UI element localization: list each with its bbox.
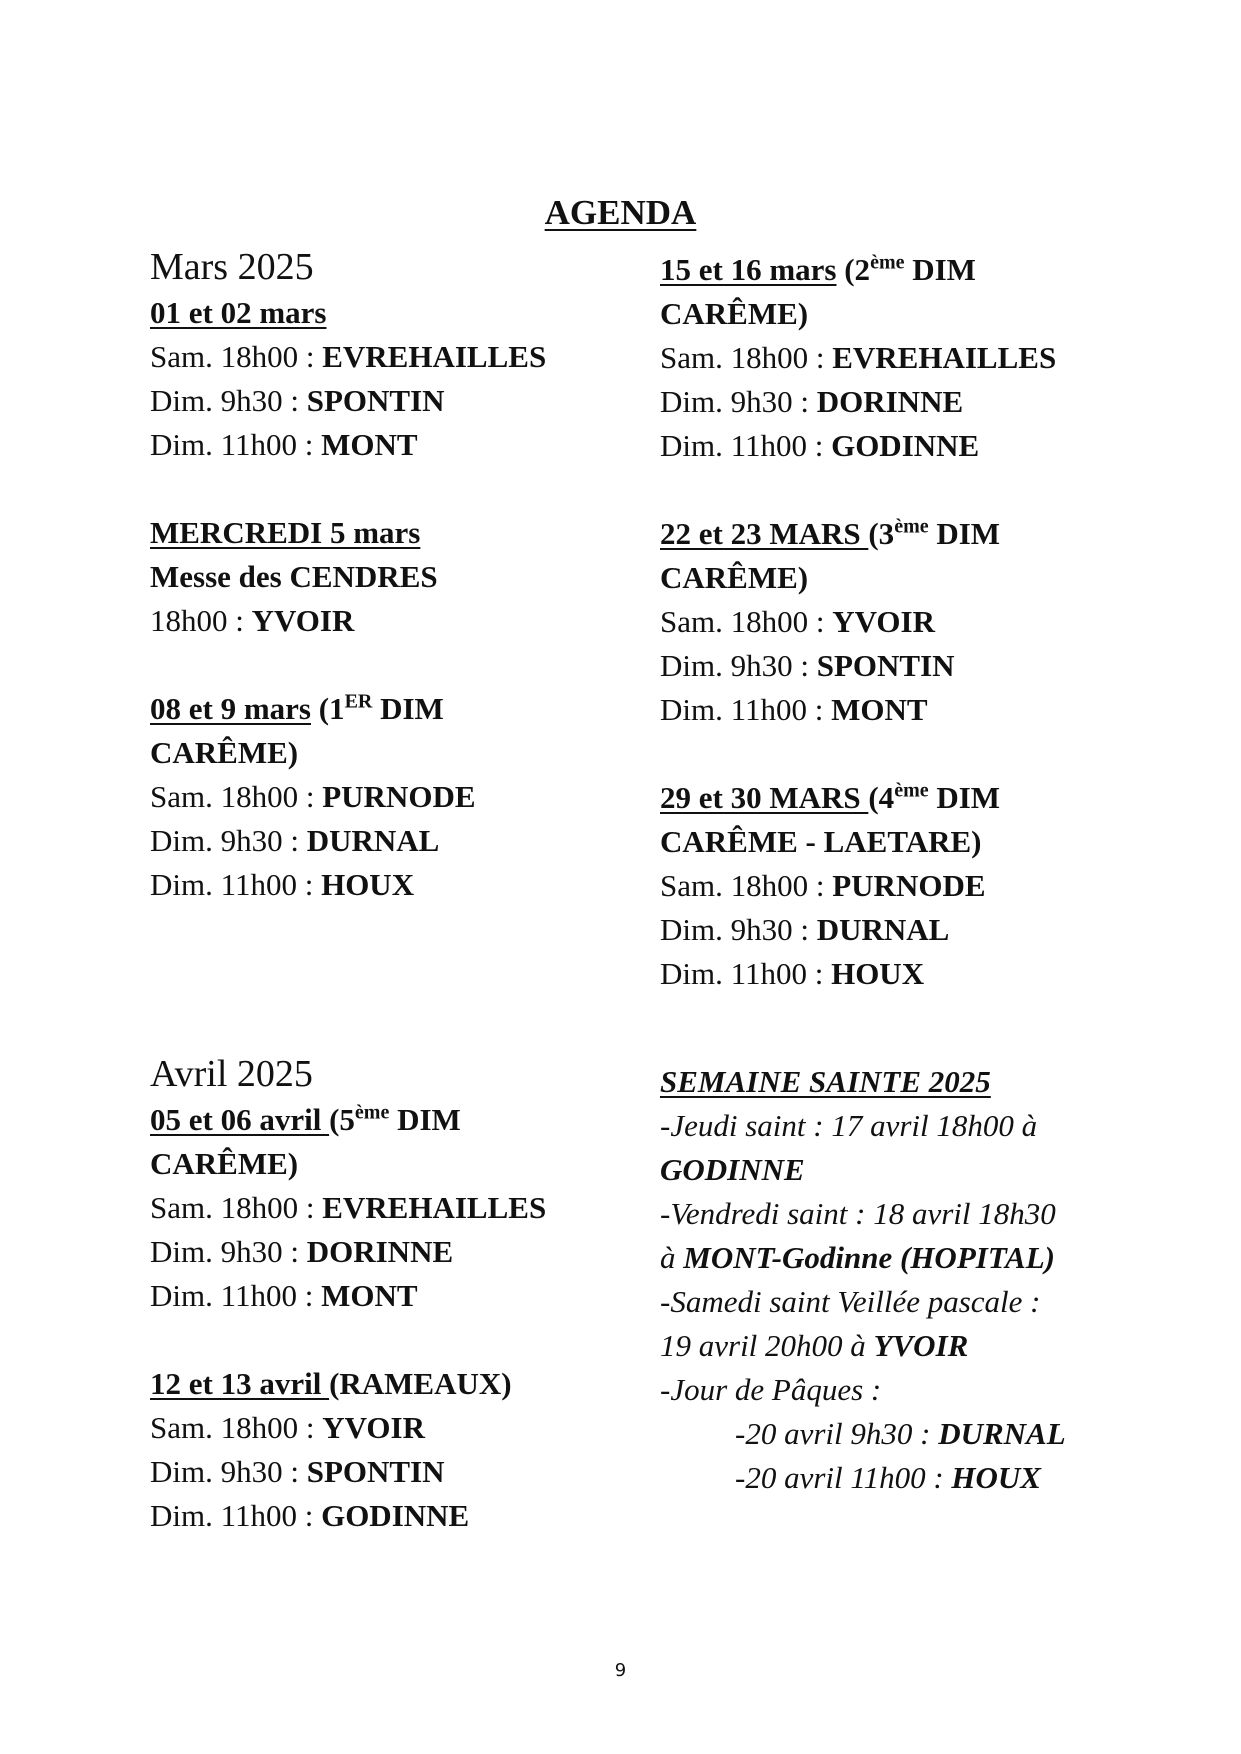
mars-right-column <box>660 248 1120 996</box>
schedule-place: PURNODE <box>322 779 476 814</box>
schedule-place: DURNAL <box>816 912 950 947</box>
schedule-place: SPONTIN <box>306 1454 445 1489</box>
semaine-line: -Jour de Pâques : <box>660 1372 882 1407</box>
schedule-time: Dim. 9h30 : <box>660 384 817 419</box>
schedule-place: MONT <box>321 1278 418 1313</box>
block-heading-line2: CARÊME) <box>660 560 809 595</box>
schedule-line <box>150 335 620 379</box>
schedule-place: GODINNE <box>831 428 980 463</box>
schedule-place: HOUX <box>321 867 415 902</box>
block-date: MERCREDI 5 mars <box>150 515 421 550</box>
schedule-block-22-23-mars <box>660 512 1120 732</box>
schedule-line <box>150 1230 620 1274</box>
schedule-line <box>150 1494 620 1538</box>
block-date: 08 et 9 mars <box>150 691 311 726</box>
schedule-line <box>660 380 1120 424</box>
block-date: 15 et 16 mars <box>660 252 837 287</box>
schedule-place: MONT <box>321 427 418 462</box>
block-heading: 29 et 30 MARS (4ème DIM <box>660 779 1001 815</box>
schedule-time: Dim. 11h00 : <box>150 427 322 462</box>
schedule-line <box>150 1406 620 1450</box>
schedule-time: Dim. 11h00 : <box>150 1498 322 1533</box>
schedule-time: Dim. 11h00 : <box>660 956 832 991</box>
semaine-line: GODINNE <box>660 1152 805 1187</box>
block-heading: 22 et 23 MARS (3ème DIM <box>660 515 1001 551</box>
semaine-line: à MONT-Godinne (HOPITAL) <box>660 1240 1055 1275</box>
schedule-time: Sam. 18h00 : <box>660 340 833 375</box>
schedule-line <box>660 864 1120 908</box>
semaine-sainte-title: SEMAINE SAINTE 2025 <box>660 1064 991 1099</box>
mars-left-column <box>150 243 620 907</box>
schedule-place: SPONTIN <box>816 648 955 683</box>
semaine-line: 19 avril 20h00 à YVOIR <box>660 1328 969 1363</box>
schedule-time: Dim. 9h30 : <box>660 648 817 683</box>
semaine-line: -20 avril 11h00 : HOUX <box>735 1460 1041 1495</box>
block-date: 01 et 02 mars <box>150 295 327 330</box>
avril-left-column <box>150 1050 620 1538</box>
schedule-line <box>150 1186 620 1230</box>
block-heading-line2: CARÊME - LAETARE) <box>660 824 982 859</box>
schedule-time: Dim. 11h00 : <box>150 867 322 902</box>
schedule-line <box>150 1450 620 1494</box>
schedule-block-12-13-avril <box>150 1362 620 1538</box>
schedule-time: Dim. 11h00 : <box>660 692 832 727</box>
block-date: 29 et 30 MARS <box>660 780 869 815</box>
schedule-block-05-06-avril <box>150 1098 620 1318</box>
schedule-line <box>150 819 620 863</box>
schedule-time: Sam. 18h00 : <box>150 339 323 374</box>
schedule-place: DURNAL <box>306 823 440 858</box>
schedule-line <box>660 336 1120 380</box>
schedule-place: SPONTIN <box>306 383 445 418</box>
block-heading: 12 et 13 avril (RAMEAUX) <box>150 1366 512 1401</box>
block-heading: 05 et 06 avril (5ème DIM <box>150 1101 461 1137</box>
schedule-place: YVOIR <box>322 1410 425 1445</box>
schedule-time: Dim. 11h00 : <box>150 1278 322 1313</box>
schedule-time: Sam. 18h00 : <box>660 868 833 903</box>
schedule-time: 18h00 : <box>150 603 252 638</box>
schedule-place: DORINNE <box>306 1234 454 1269</box>
semaine-line: -20 avril 9h30 : DURNAL <box>735 1416 1066 1451</box>
block-subtitle: Messe des CENDRES <box>150 559 438 594</box>
block-date: 22 et 23 MARS <box>660 516 869 551</box>
semaine-line: -Jeudi saint : 17 avril 18h00 à <box>660 1108 1038 1143</box>
schedule-line <box>660 908 1120 952</box>
schedule-place: EVREHAILLES <box>832 340 1057 375</box>
semaine-line: -Samedi saint Veillée pascale : <box>660 1284 1041 1319</box>
schedule-time: Dim. 9h30 : <box>150 383 307 418</box>
schedule-block-29-30-mars <box>660 776 1120 996</box>
schedule-place: GODINNE <box>321 1498 470 1533</box>
block-heading: 08 et 9 mars (1ER DIM <box>150 690 444 726</box>
schedule-time: Sam. 18h00 : <box>150 1190 323 1225</box>
schedule-place: YVOIR <box>832 604 935 639</box>
schedule-place: EVREHAILLES <box>322 339 547 374</box>
schedule-time: Dim. 11h00 : <box>660 428 832 463</box>
semaine-line: -Vendredi saint : 18 avril 18h30 <box>660 1196 1056 1231</box>
schedule-line <box>660 952 1120 996</box>
month-title-mars: Mars 2025 <box>150 246 314 288</box>
schedule-line <box>660 644 1120 688</box>
schedule-line <box>150 599 620 643</box>
block-heading: 15 et 16 mars (2ème DIM <box>660 251 976 287</box>
schedule-place: DORINNE <box>816 384 964 419</box>
schedule-place: HOUX <box>831 956 925 991</box>
schedule-place: MONT <box>831 692 928 727</box>
schedule-place: YVOIR <box>251 603 355 638</box>
block-heading-line2: CARÊME) <box>150 1146 299 1181</box>
block-date: 05 et 06 avril <box>150 1102 330 1137</box>
schedule-line <box>150 863 620 907</box>
schedule-time: Dim. 9h30 : <box>150 1454 307 1489</box>
schedule-place: PURNODE <box>832 868 986 903</box>
schedule-time: Sam. 18h00 : <box>150 1410 323 1445</box>
schedule-time: Dim. 9h30 : <box>150 823 307 858</box>
schedule-time: Dim. 9h30 : <box>150 1234 307 1269</box>
schedule-line <box>660 424 1120 468</box>
schedule-block-mercredi-5-mars <box>150 511 620 643</box>
schedule-time: Dim. 9h30 : <box>660 912 817 947</box>
schedule-line <box>150 423 620 467</box>
schedule-block-15-16-mars <box>660 248 1120 468</box>
block-heading-line2: CARÊME) <box>660 296 809 331</box>
schedule-block-01-02-mars <box>150 291 620 467</box>
schedule-block-08-9-mars <box>150 687 620 907</box>
block-heading-line2: CARÊME) <box>150 735 299 770</box>
block-date: 12 et 13 avril <box>150 1366 330 1401</box>
page-title: AGENDA <box>544 193 697 232</box>
schedule-time: Sam. 18h00 : <box>660 604 833 639</box>
schedule-line <box>660 600 1120 644</box>
schedule-place: EVREHAILLES <box>322 1190 547 1225</box>
schedule-line <box>150 379 620 423</box>
page-number: 9 <box>614 1660 627 1681</box>
schedule-time: Sam. 18h00 : <box>150 779 323 814</box>
schedule-line <box>150 1274 620 1318</box>
schedule-line <box>150 775 620 819</box>
month-title-avril: Avril 2025 <box>150 1053 313 1095</box>
schedule-line <box>660 688 1120 732</box>
semaine-sainte-block <box>660 1060 1120 1500</box>
